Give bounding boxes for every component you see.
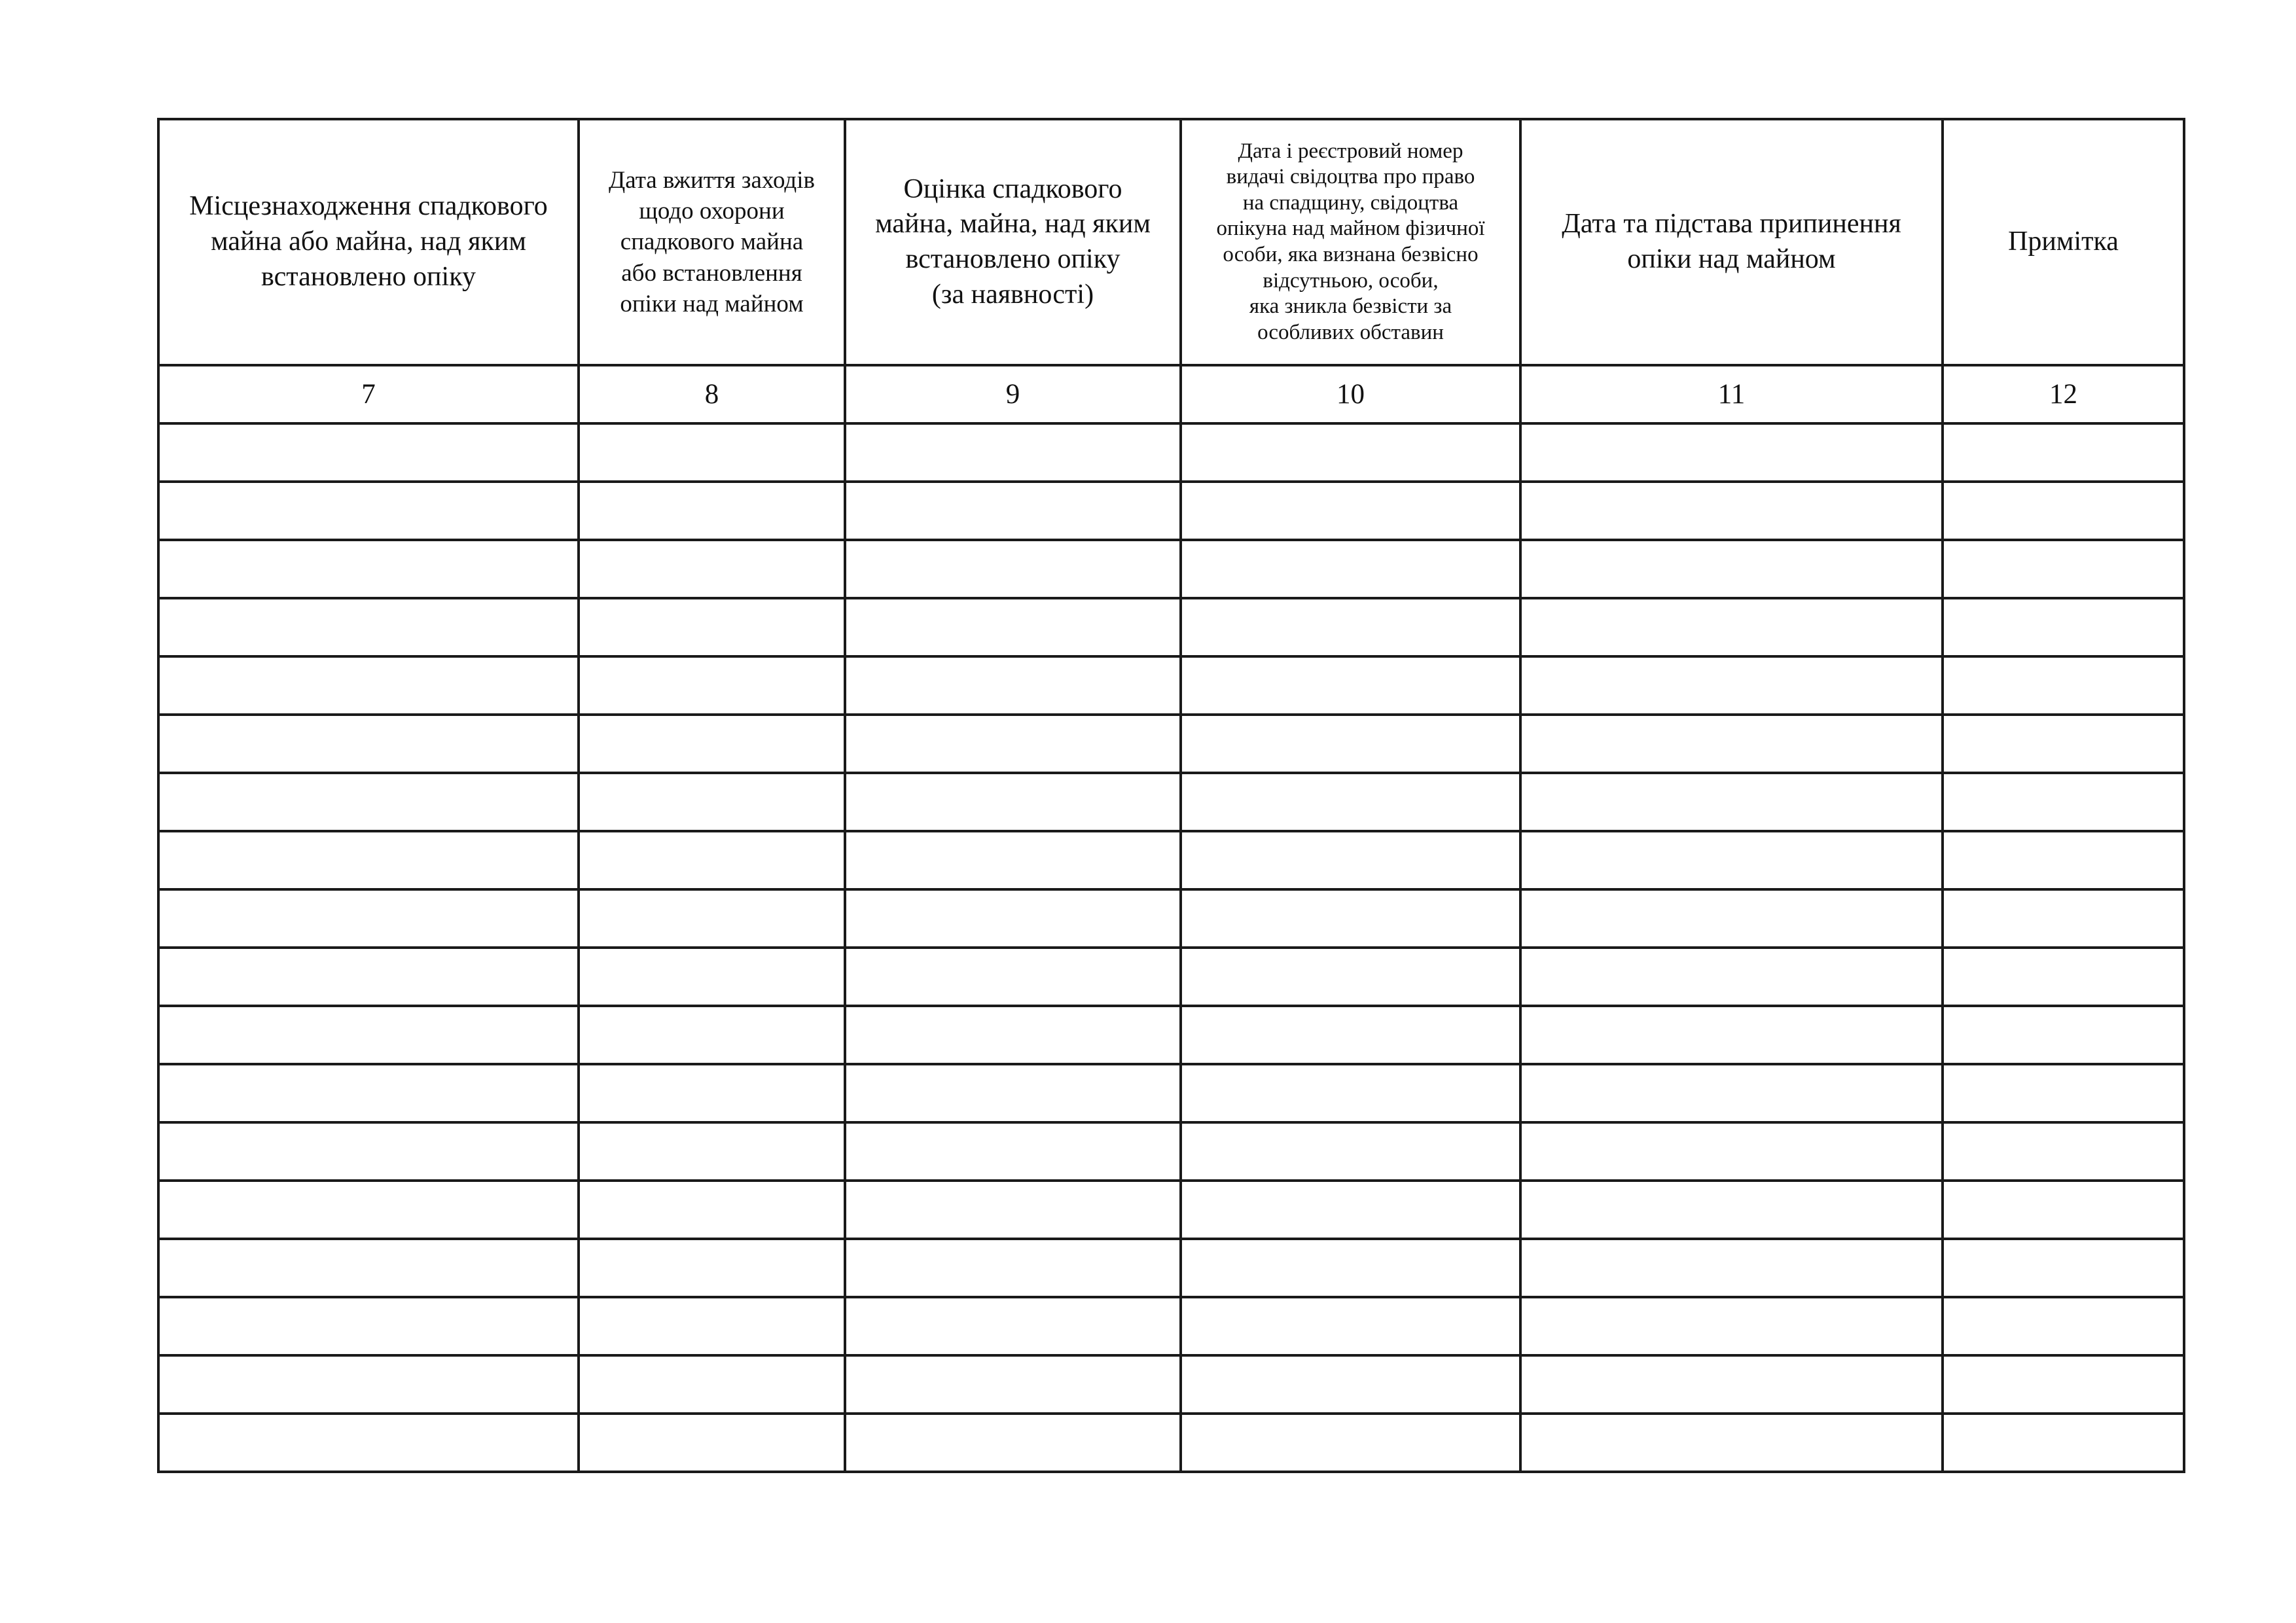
table-row bbox=[158, 598, 2184, 656]
table-cell bbox=[1520, 656, 1943, 715]
table-cell bbox=[845, 1297, 1181, 1355]
column-number: 9 bbox=[845, 365, 1181, 423]
table-cell bbox=[1943, 1355, 2184, 1414]
table-row bbox=[158, 423, 2184, 482]
table-cell bbox=[158, 1122, 579, 1181]
table-cell bbox=[158, 715, 579, 773]
table-cell bbox=[1943, 1181, 2184, 1239]
table-cell bbox=[845, 773, 1181, 831]
table-row bbox=[158, 1414, 2184, 1472]
table-row bbox=[158, 1006, 2184, 1064]
table-cell bbox=[579, 1297, 845, 1355]
table-cell bbox=[1520, 1239, 1943, 1297]
table-cell bbox=[158, 831, 579, 889]
header-termination-date-reason: Дата та підстава припинення опіки над майном bbox=[1520, 119, 1943, 365]
table-cell bbox=[1520, 540, 1943, 598]
table-row bbox=[158, 656, 2184, 715]
table-cell bbox=[1943, 540, 2184, 598]
table-cell bbox=[845, 1414, 1181, 1472]
table-cell bbox=[1943, 598, 2184, 656]
column-number-row bbox=[158, 365, 2184, 423]
table-cell bbox=[1181, 598, 1520, 656]
table-row bbox=[158, 715, 2184, 773]
table-row bbox=[158, 540, 2184, 598]
table-cell bbox=[1181, 1006, 1520, 1064]
table-cell bbox=[1181, 482, 1520, 540]
table-cell bbox=[1520, 831, 1943, 889]
table-cell bbox=[1181, 1297, 1520, 1355]
table-cell bbox=[845, 482, 1181, 540]
table-cell bbox=[579, 1122, 845, 1181]
table-cell bbox=[1943, 656, 2184, 715]
table-cell bbox=[845, 1122, 1181, 1181]
table-cell bbox=[158, 1239, 579, 1297]
header-certificate-date-number: Дата і реєстровий номер видачі свідоцтва про право на спадщину, свідоцтва опікуна над майном фізичної особи, яка визнана безвісно відсутньою, особи, яка зникла безвісти за особливих обставин bbox=[1181, 119, 1520, 365]
table-cell bbox=[1181, 1355, 1520, 1414]
table-cell bbox=[1181, 1239, 1520, 1297]
table-cell bbox=[579, 423, 845, 482]
table-cell bbox=[158, 482, 579, 540]
table-cell bbox=[1943, 482, 2184, 540]
table-cell bbox=[579, 831, 845, 889]
column-number: 11 bbox=[1520, 365, 1943, 423]
table-row bbox=[158, 1064, 2184, 1122]
table-cell bbox=[1520, 482, 1943, 540]
table-row bbox=[158, 831, 2184, 889]
table-row bbox=[158, 773, 2184, 831]
table-cell bbox=[579, 1064, 845, 1122]
table-cell bbox=[845, 1239, 1181, 1297]
table-cell bbox=[158, 773, 579, 831]
table-cell bbox=[158, 1414, 579, 1472]
table-cell bbox=[845, 1006, 1181, 1064]
table-cell bbox=[1943, 1297, 2184, 1355]
table-cell bbox=[845, 948, 1181, 1006]
table-cell bbox=[158, 889, 579, 948]
table-row bbox=[158, 889, 2184, 948]
table-cell bbox=[1943, 889, 2184, 948]
table-cell bbox=[845, 1181, 1181, 1239]
table-cell bbox=[579, 715, 845, 773]
table-cell bbox=[1520, 948, 1943, 1006]
table-cell bbox=[1520, 598, 1943, 656]
table-cell bbox=[845, 889, 1181, 948]
table-cell bbox=[845, 831, 1181, 889]
table-cell bbox=[845, 715, 1181, 773]
table-cell bbox=[1181, 423, 1520, 482]
table-cell bbox=[1520, 1414, 1943, 1472]
register-table bbox=[157, 118, 2185, 1473]
table-cell bbox=[158, 948, 579, 1006]
table-cell bbox=[579, 1181, 845, 1239]
table-cell bbox=[1520, 889, 1943, 948]
table-row bbox=[158, 1297, 2184, 1355]
header-row bbox=[158, 119, 2184, 365]
table-cell bbox=[1943, 1239, 2184, 1297]
table-cell bbox=[579, 482, 845, 540]
table-cell bbox=[1943, 831, 2184, 889]
table-cell bbox=[845, 1355, 1181, 1414]
table-row bbox=[158, 1122, 2184, 1181]
table-cell bbox=[579, 656, 845, 715]
table-cell bbox=[158, 1006, 579, 1064]
table-cell bbox=[579, 889, 845, 948]
table-cell bbox=[1943, 948, 2184, 1006]
header-note: Примітка bbox=[1943, 119, 2184, 365]
table-row bbox=[158, 1181, 2184, 1239]
table-cell bbox=[1181, 1064, 1520, 1122]
table-cell bbox=[1520, 1297, 1943, 1355]
table-cell bbox=[158, 423, 579, 482]
table-cell bbox=[158, 1064, 579, 1122]
table-cell bbox=[1181, 1181, 1520, 1239]
header-property-valuation: Оцінка спадкового майна, майна, над яким встановлено опіку (за наявності) bbox=[845, 119, 1181, 365]
table-cell bbox=[158, 1297, 579, 1355]
header-protection-date: Дата вжиття заходів щодо охорони спадкового майна або встановлення опіки над майном bbox=[579, 119, 845, 365]
table-cell bbox=[1520, 773, 1943, 831]
table-cell bbox=[579, 598, 845, 656]
table-cell bbox=[1181, 540, 1520, 598]
table-cell bbox=[1181, 773, 1520, 831]
table-cell bbox=[579, 1239, 845, 1297]
column-number: 8 bbox=[579, 365, 845, 423]
table-cell bbox=[1943, 1414, 2184, 1472]
table-cell bbox=[1520, 1181, 1943, 1239]
table-cell bbox=[158, 1355, 579, 1414]
table-cell bbox=[579, 540, 845, 598]
table-cell bbox=[1943, 423, 2184, 482]
table-cell bbox=[1181, 831, 1520, 889]
table-cell bbox=[1943, 715, 2184, 773]
table-cell bbox=[158, 1181, 579, 1239]
table-cell bbox=[1181, 1414, 1520, 1472]
table-row bbox=[158, 482, 2184, 540]
table-cell bbox=[158, 598, 579, 656]
table-row bbox=[158, 1355, 2184, 1414]
table-cell bbox=[1181, 889, 1520, 948]
table-cell bbox=[1520, 423, 1943, 482]
table-cell bbox=[845, 1064, 1181, 1122]
table-cell bbox=[579, 773, 845, 831]
table-cell bbox=[1943, 1122, 2184, 1181]
table-cell bbox=[579, 1414, 845, 1472]
table-cell bbox=[1943, 1006, 2184, 1064]
column-number: 7 bbox=[158, 365, 579, 423]
table-cell bbox=[1520, 1006, 1943, 1064]
table-cell bbox=[1520, 1122, 1943, 1181]
table-cell bbox=[579, 948, 845, 1006]
table-cell bbox=[1520, 1064, 1943, 1122]
table-cell bbox=[1181, 715, 1520, 773]
table-cell bbox=[845, 540, 1181, 598]
table-cell bbox=[1943, 1064, 2184, 1122]
table-cell bbox=[1181, 948, 1520, 1006]
table-row bbox=[158, 1239, 2184, 1297]
table-cell bbox=[1520, 1355, 1943, 1414]
table-cell bbox=[579, 1006, 845, 1064]
column-number: 10 bbox=[1181, 365, 1520, 423]
table-cell bbox=[845, 656, 1181, 715]
table-cell bbox=[1181, 656, 1520, 715]
table-cell bbox=[845, 598, 1181, 656]
table-row bbox=[158, 948, 2184, 1006]
table-cell bbox=[158, 656, 579, 715]
table-cell bbox=[158, 540, 579, 598]
table-cell bbox=[845, 423, 1181, 482]
header-property-location: Місцезнаходження спадкового майна або майна, над яким встановлено опіку bbox=[158, 119, 579, 365]
table-cell bbox=[1943, 773, 2184, 831]
column-number: 12 bbox=[1943, 365, 2184, 423]
table-cell bbox=[579, 1355, 845, 1414]
table-cell bbox=[1520, 715, 1943, 773]
table-cell bbox=[1181, 1122, 1520, 1181]
